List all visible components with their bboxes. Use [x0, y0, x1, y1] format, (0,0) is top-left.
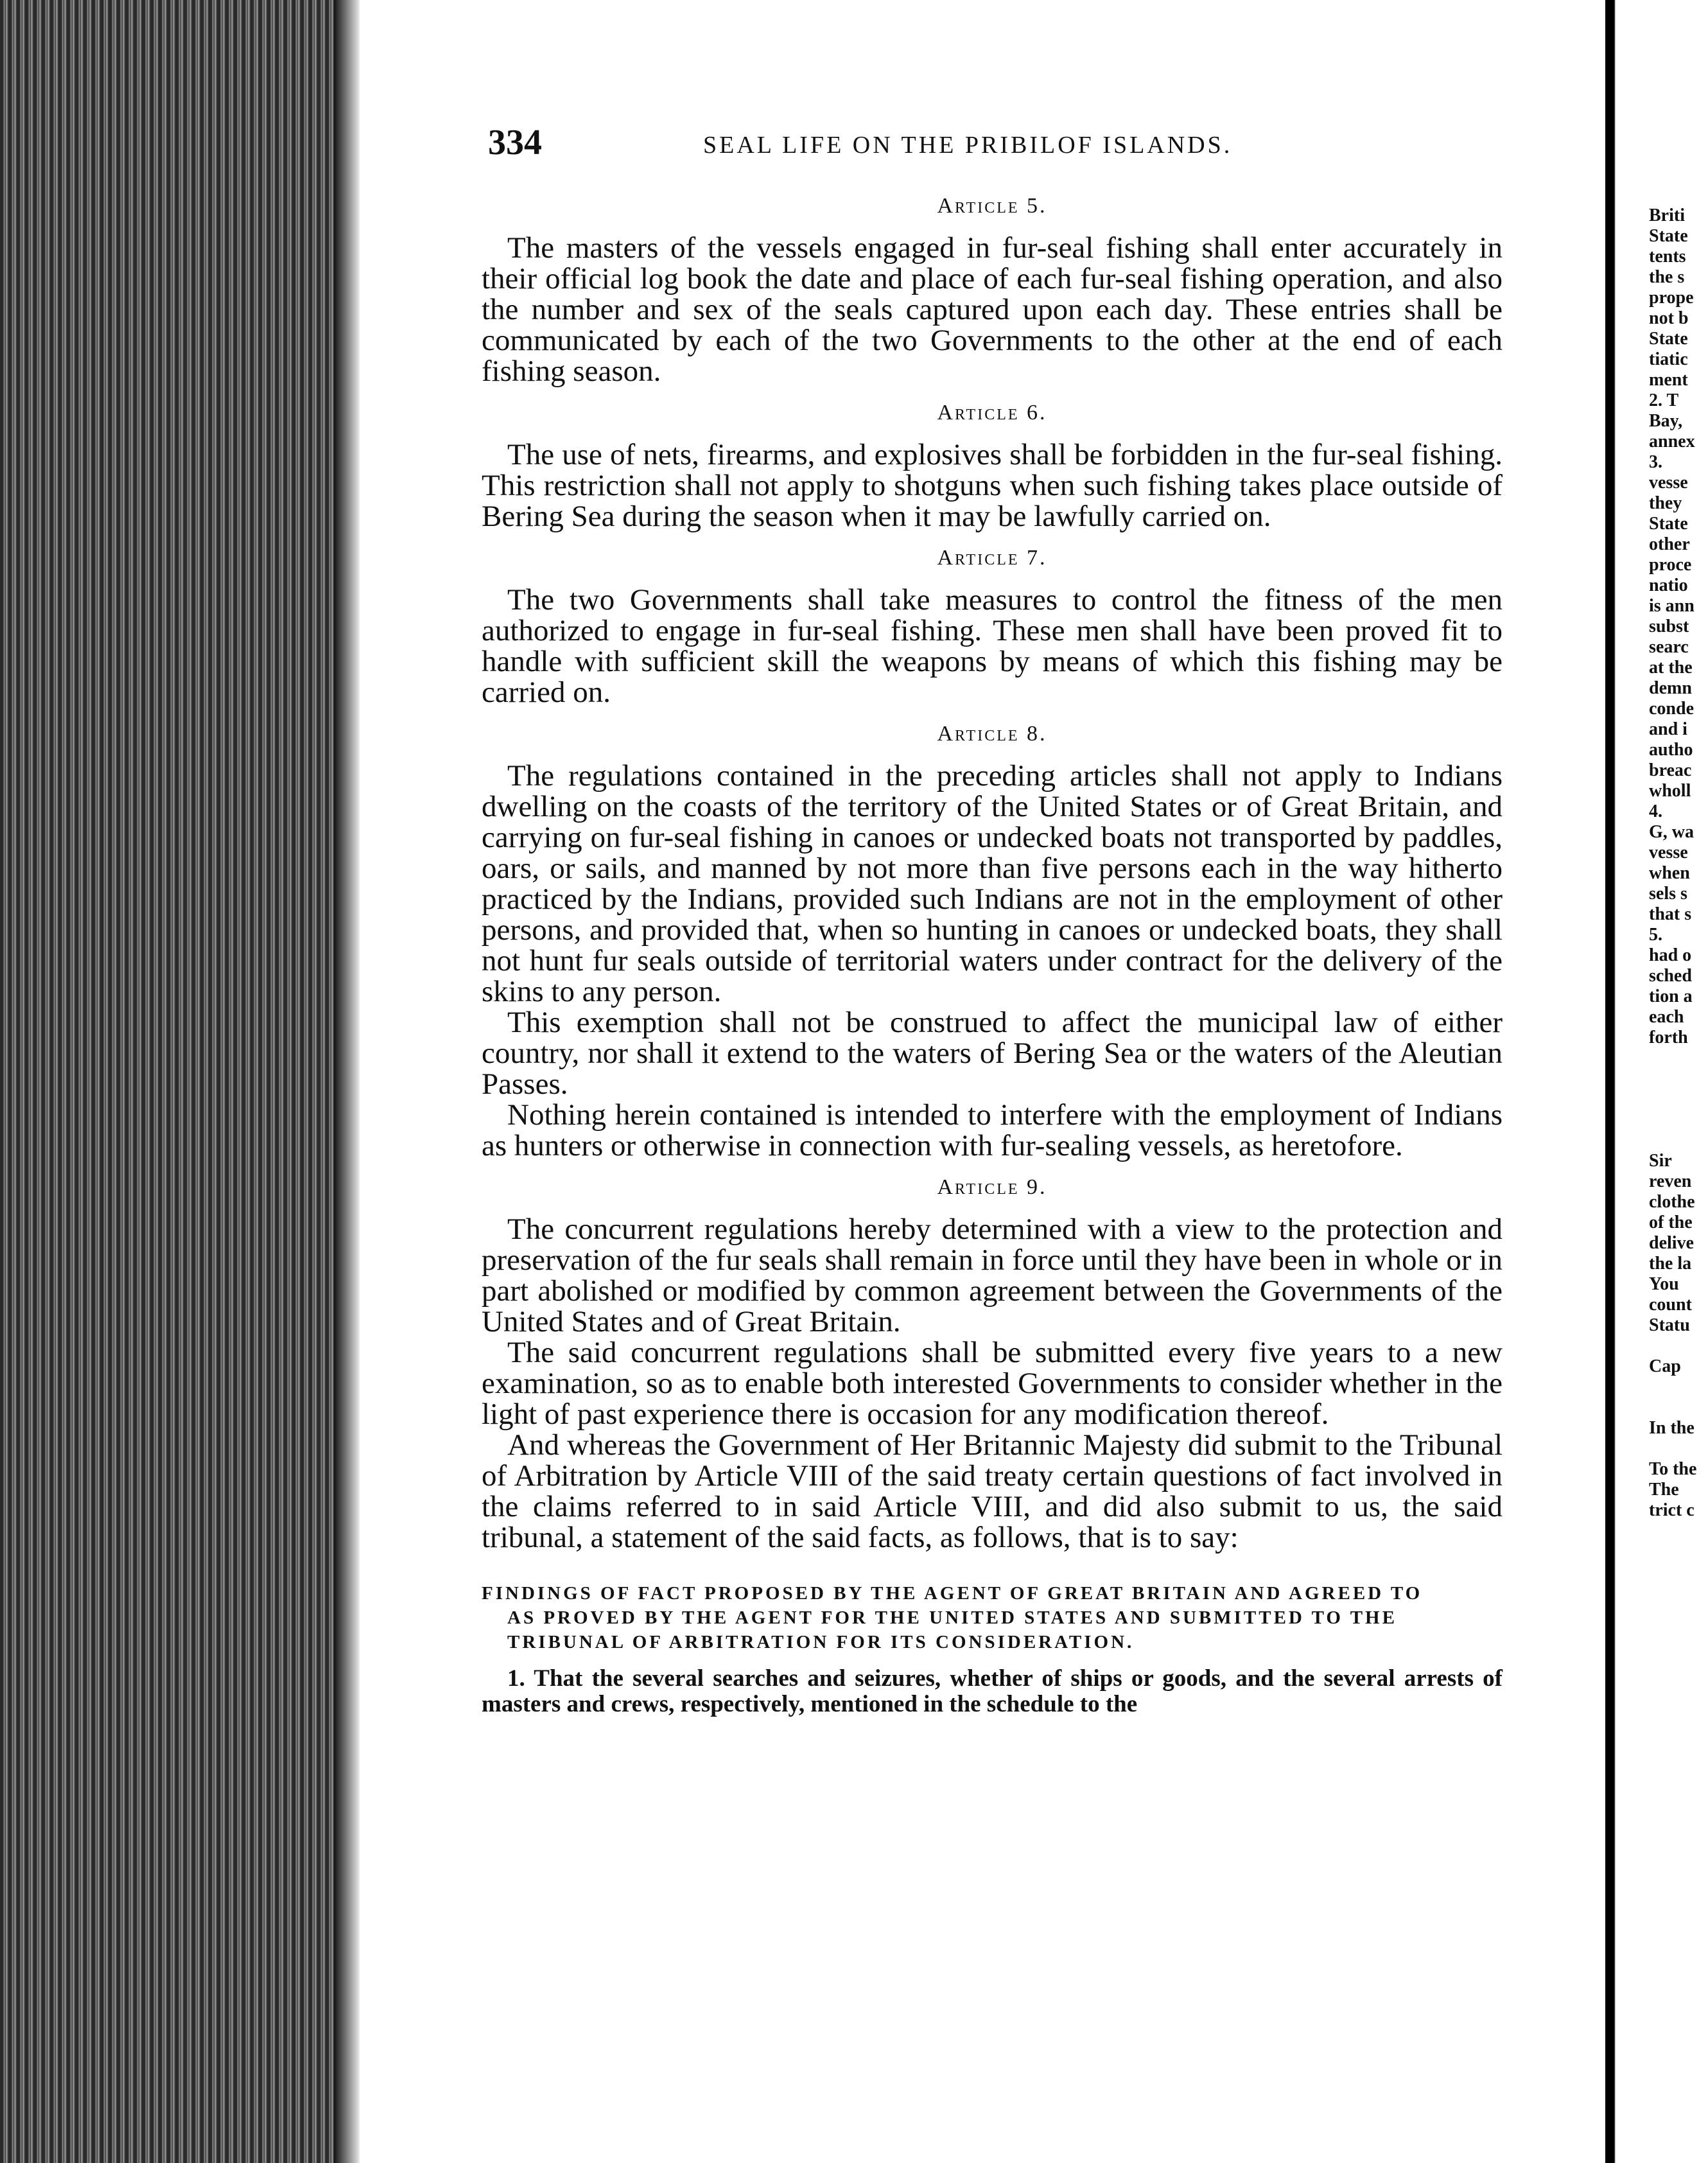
article-paragraph: The masters of the vessels engaged in fur-seal fishing shall enter accurately in their official log book the date and place of each fur-seal fishing operation, and also the number and sex of the seals captured upon each day. These entries shall be communicated by each of the two Governments to the other at the end of each fishing season. — [482, 231, 1503, 388]
opposite-page-fragment — [1649, 1397, 1708, 1418]
running-head — [411, 122, 1503, 180]
article-heading: Article 7. — [937, 546, 1047, 570]
page-content — [411, 194, 1503, 1717]
opposite-page-fragment — [1649, 1439, 1708, 1459]
opposite-page-fragment: State — [1649, 226, 1688, 246]
opposite-page-fragment: delive — [1649, 1233, 1694, 1253]
article-paragraph: The concurrent regulations hereby determined with a view to the protection and preservation of the fur seals shall remain in force until they have been in whole or in part abolished or modified by common agreement between the Governments of the United States and of Great Britain. — [482, 1213, 1503, 1338]
findings-heading — [482, 1581, 1503, 1654]
opposite-page-fragment: The — [1649, 1480, 1679, 1500]
opposite-page-fragment: count — [1649, 1295, 1692, 1315]
article-heading: Article 9. — [937, 1175, 1047, 1199]
opposite-page-fragment — [1649, 1089, 1708, 1110]
opposite-page-fragment: natio — [1649, 575, 1688, 595]
articles-list — [482, 194, 1503, 1553]
book-page — [411, 122, 1503, 1717]
opposite-page-fragment: Statu — [1649, 1315, 1690, 1335]
opposite-page-fragment: trict c — [1649, 1500, 1695, 1520]
opposite-page-fragment: breac — [1649, 760, 1692, 780]
opposite-page-fragment: tents — [1649, 247, 1686, 267]
opposite-page-fragment: Cap — [1649, 1356, 1681, 1376]
opposite-page-fragment — [1649, 1377, 1708, 1397]
findings-heading-line-1: FINDINGS OF FACT PROPOSED BY THE AGENT OF GREAT BRITAIN AND AGREED TO — [482, 1583, 1423, 1604]
opposite-page-fragment: State — [1649, 329, 1688, 349]
opposite-page-fragment — [1649, 1110, 1708, 1130]
article-paragraph: The said concurrent regulations shall be submitted every five years to a new examination, so as to enable both interested Governments to consider whether in the light of past experience there is occasion for any modification thereof. — [482, 1336, 1503, 1431]
opposite-page-fragment: reven — [1649, 1171, 1692, 1191]
opposite-page-fragment: Briti — [1649, 206, 1685, 225]
opposite-page-fragment: prope — [1649, 288, 1694, 308]
opposite-page-fragment: subst — [1649, 617, 1689, 636]
opposite-page-fragment: To the — [1649, 1459, 1697, 1479]
article-heading: Article 6. — [937, 401, 1047, 425]
opposite-page-fragment: tiatic — [1649, 349, 1688, 369]
page-title: SEAL LIFE ON THE PRIBILOF ISLANDS. — [703, 132, 1233, 159]
opposite-page-fragment: wholl — [1649, 781, 1691, 801]
opposite-page-fragment: vesse — [1649, 473, 1688, 493]
findings-heading-line-3: TRIBUNAL OF ARBITRATION FOR ITS CONSIDERATION. — [507, 1632, 1135, 1652]
opposite-page-fragment: other — [1649, 534, 1690, 554]
opposite-page-fragment: each — [1649, 1007, 1684, 1027]
opposite-page-fragment: G, wa — [1649, 822, 1694, 842]
article-paragraph: The use of nets, firearms, and explosives shall be forbidden in the fur-seal fishing. This restriction shall not apply to shotguns when such fishing takes place outside of Bering Sea during the season when it may be lawfully carried on. — [482, 438, 1503, 533]
opposite-page-fragment: tion a — [1649, 986, 1693, 1006]
opposite-page-fragment — [1649, 1048, 1708, 1069]
article-paragraph: And whereas the Government of Her Britannic Majesty did submit to the Tribunal of Arbitration by Article VIII of the said treaty certain questions of fact involved in the claims referred to in said Article VIII, and did also submit to us, the said tribunal, a statement of the said facts, as follows, that is to say: — [482, 1428, 1503, 1554]
opposite-page-fragment — [1649, 1069, 1708, 1089]
opposite-page-fragment: sels s — [1649, 884, 1687, 904]
opposite-page-fragment: proce — [1649, 555, 1692, 575]
opposite-page-fragment: 2. T — [1649, 390, 1679, 410]
opposite-page-fragment: sched — [1649, 966, 1692, 986]
opposite-page-fragment: annex — [1649, 432, 1695, 451]
opposite-page-fragment: searc — [1649, 637, 1689, 657]
opposite-page-fragment: conde — [1649, 699, 1694, 719]
opposite-page-fragment: the s — [1649, 267, 1685, 287]
opposite-page-fragment: clothe — [1649, 1192, 1695, 1212]
article-heading: Article 5. — [937, 194, 1047, 218]
opposite-page-fragment: 3. — [1649, 452, 1662, 472]
opposite-page-fragment: demn — [1649, 678, 1692, 698]
opposite-page-fragment: autho — [1649, 740, 1693, 760]
opposite-page-fragment: is ann — [1649, 596, 1695, 616]
opposite-page-fragment — [1649, 1336, 1708, 1356]
opposite-page-fragment: not b — [1649, 308, 1689, 328]
opposite-page-fragment: vesse — [1649, 843, 1688, 863]
opposite-page-fragment: State — [1649, 514, 1688, 534]
book-spine-edge — [0, 0, 360, 2163]
findings-heading-line-2: AS PROVED BY THE AGENT FOR THE UNITED STATES AND SUBMITTED TO THE — [507, 1607, 1397, 1628]
page-number: 334 — [488, 123, 542, 162]
opposite-page-fragment: ment — [1649, 370, 1688, 390]
opposite-page-fragment: Sir — [1649, 1151, 1672, 1171]
finding-item-1: 1. That the several searches and seizures, whether of ships or goods, and the several arrests of masters and crews, respectively, mentioned in the schedule to the — [482, 1665, 1503, 1717]
opposite-page-fragment: Bay, — [1649, 411, 1683, 431]
opposite-page-fragment: 5. — [1649, 925, 1662, 945]
article-paragraph: Nothing herein contained is intended to interfere with the employment of Indians as hunters or otherwise in connection with fur-sealing vessels, as heretofore. — [482, 1098, 1503, 1162]
opposite-page-fragment: You — [1649, 1274, 1679, 1294]
opposite-page-fragment: of the — [1649, 1213, 1693, 1232]
opposite-page-fragment: when — [1649, 863, 1690, 883]
opposite-page-fragment: had o — [1649, 945, 1692, 965]
opposite-page-fragment: the la — [1649, 1254, 1692, 1274]
opposite-page-fragment: and i — [1649, 719, 1687, 739]
article-paragraph: The two Governments shall take measures to control the fitness of the men authorized to engage in fur-seal fishing. These men shall have been proved fit to handle with sufficient skill the weapons by means of which this fishing may be carried on. — [482, 583, 1503, 709]
article-paragraph: This exemption shall not be construed to affect the municipal law of either country, nor shall it extend to the waters of Bering Sea or the waters of the Aleutian Passes. — [482, 1006, 1503, 1101]
article-heading: Article 8. — [937, 722, 1047, 746]
opposite-page-text-fragments — [1649, 206, 1708, 1521]
opposite-page-fragment: at the — [1649, 658, 1693, 678]
article-paragraph: The regulations contained in the preceding articles shall not apply to Indians dwelling on the coasts of the territory of the United States or of Great Britain, and carrying on fur-seal fishing in canoes or undecked boats not transported by paddles, oars, or sails, and manned by not more than five persons each in the way hitherto practiced by the Indians, provided such Indians are not in the employment of other persons, and provided that, when so hunting in canoes or undecked boats, they shall not hunt fur seals outside of territorial waters under contract for the delivery of the skins to any person. — [482, 759, 1503, 1008]
opposite-page-fragment: In the — [1649, 1418, 1695, 1438]
opposite-page-fragment: they — [1649, 493, 1682, 513]
opposite-page-fragment: that s — [1649, 904, 1692, 924]
opposite-page-fragment: 4. — [1649, 801, 1662, 821]
opposite-page-fragment: forth — [1649, 1028, 1688, 1047]
opposite-page-fragment — [1649, 1130, 1708, 1151]
